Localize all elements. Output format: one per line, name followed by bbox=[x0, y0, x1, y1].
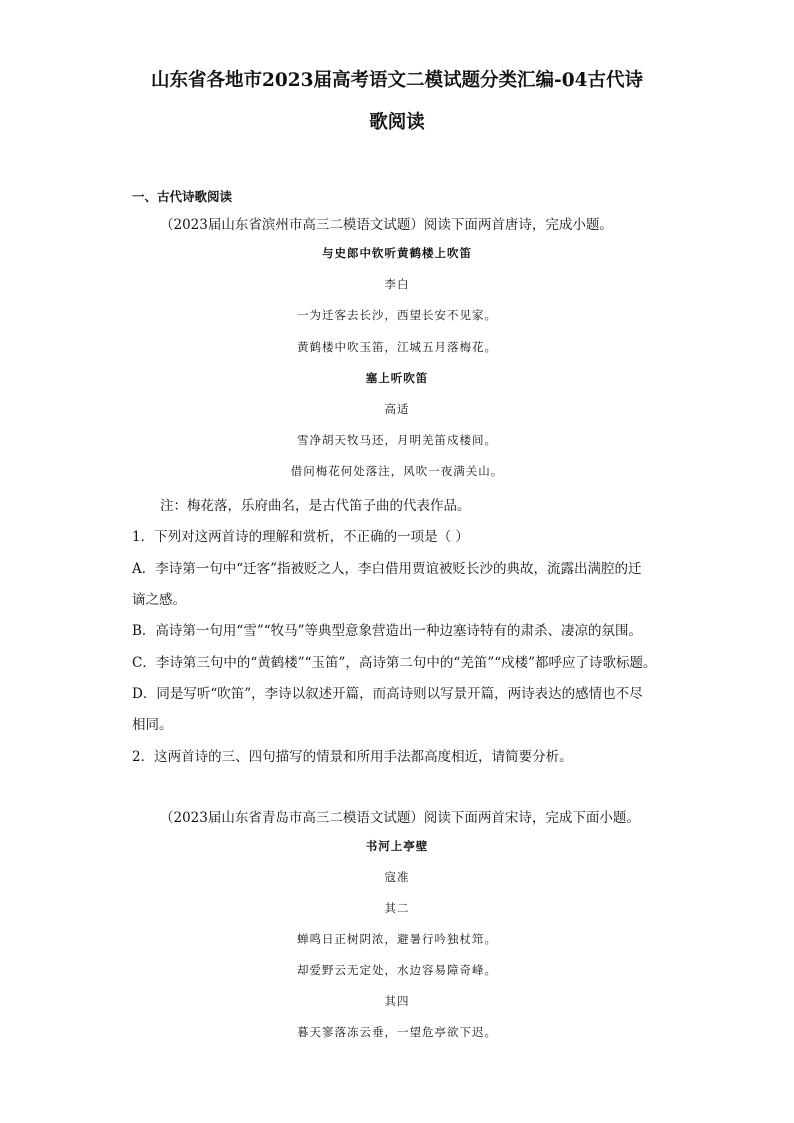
passage1-intro: （2023届山东省滨州市高三二模语文试题）阅读下面两首唐诗，完成小题。 bbox=[160, 217, 613, 233]
passage2-intro: （2023届山东省青岛市高三二模语文试题）阅读下面两首宋诗，完成下面小题。 bbox=[160, 810, 640, 826]
option-c: C．李诗第三句中的“黄鹤楼”“玉笛”，高诗第二句中的“羌笛”“戍楼”都呼应了诗歌标题。 bbox=[132, 655, 657, 671]
poem2-author: 高适 bbox=[384, 402, 410, 416]
option-d-line-2: 相同。 bbox=[132, 717, 173, 733]
question-1: 1．下列对这两首诗的理解和赏析，不正确的一项是（ ） bbox=[132, 529, 469, 545]
option-d-line-1: D．同是写听“吹笛”，李诗以叙述开篇，而高诗则以写景开篇，两诗表达的感情也不尽 bbox=[132, 686, 643, 702]
option-a-line-1: A．李诗第一句中“迁客”指被贬之人，李白借用贾谊被贬长沙的典故，流露出满腔的迁 bbox=[132, 561, 642, 577]
document-title-line-1: 山东省各地市2023届高考语文二模试题分类汇编-04古代诗 bbox=[151, 70, 643, 91]
poem3-part2-label: 其二 bbox=[384, 901, 410, 915]
document-title-line-2: 歌阅读 bbox=[369, 112, 425, 133]
poem1-line-1: 一为迁客去长沙，西望长安不见家。 bbox=[297, 308, 497, 322]
poem2-line-2: 借问梅花何处落注，风吹一夜满关山。 bbox=[290, 464, 504, 478]
poem1-title: 与史郎中钦听黄鹤楼上吹笛 bbox=[322, 246, 472, 260]
poem2-title: 塞上听吹笛 bbox=[365, 371, 429, 385]
question-2: 2．这两首诗的三、四句描写的情景和所用手法都高度相近，请简要分析。 bbox=[132, 749, 573, 765]
poem3-author: 寇准 bbox=[384, 870, 410, 884]
section-heading: 一、古代诗歌阅读 bbox=[132, 189, 233, 204]
poem1-line-2: 黄鹤楼中吹玉笛，江城五月落梅花。 bbox=[297, 340, 497, 354]
poem3-part4-line-1: 暮天寥落冻云垂，一望危亭欲下迟。 bbox=[297, 1025, 497, 1039]
poem1-author: 李白 bbox=[384, 277, 410, 291]
poem3-title: 书河上亭壁 bbox=[365, 839, 429, 853]
note: 注：梅花落，乐府曲名，是古代笛子曲的代表作品。 bbox=[160, 498, 471, 514]
option-b: B．高诗第一句用“雪”“牧马”等典型意象营造出一种边塞诗特有的肃杀、凄凉的氛围。 bbox=[132, 623, 643, 639]
option-a-line-2: 谪之感。 bbox=[132, 592, 186, 608]
poem3-part2-line-1: 蝉鸣日正树阴浓，避暑行吟独杖筇。 bbox=[297, 932, 497, 946]
poem3-part2-line-2: 却爱野云无定处，水边容易障奇峰。 bbox=[297, 963, 497, 977]
poem3-part4-label: 其四 bbox=[384, 994, 410, 1008]
poem2-line-1: 雪净胡天牧马还，月明羌笛戍楼间。 bbox=[297, 433, 497, 447]
